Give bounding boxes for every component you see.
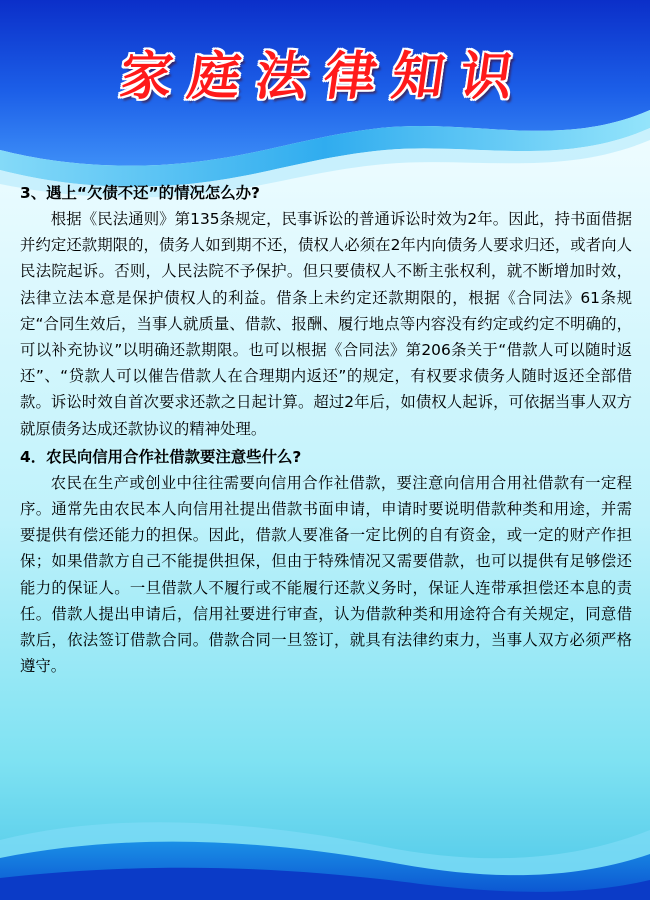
section-3-paragraph: 根据《民法通则》第135条规定，民事诉讼的普通诉讼时效为2年。因此，持书面借据并约定还款期限的，债务人如到期不还，债权人必须在2年内向债务人要求归还，或者向人民法院起诉。否则，人民法院不予保护。但只要债权人不断主张权利，就不断增加时效，法律立法本意是保护债权人的利益。借条上未约定还款期限的，根据《合同法》61条规定“合同生效后，当事人就质量、借款、报酬、履行地点等内容没有约定或约定不明确的，可以补充协议”以明确还款期限。也可以根据《合同法》第206条关于“借款人可以随时返还”、“贷款人可以催告借款人在合理期内返还”的规定，有权要求债务人随时返还全部借款。诉讼时效自首次要求还款之日起计算。超过2年后，如债权人起诉，可依据当事人双方就原债务达成还款协议的精神处理。 (20, 210, 632, 438)
footer-wave-graphic (0, 750, 650, 900)
page-title: 家庭法律知识 (115, 46, 533, 107)
footer-wave (0, 750, 650, 900)
article-body (20, 180, 632, 679)
section-4-heading: 4．农民向信用合作社借款要注意些什么? (20, 447, 302, 466)
section-4-paragraph: 农民在生产或创业中往往需要向信用合作社借款，要注意向信用合用社借款有一定程序。通常先由农民本人向信用社提出借款书面申请，申请时要说明借款种类和用途，并需要提供有偿还能力的担保。因此，借款人要准备一定比例的自有资金，或一定的财产作担保；如果借款方自己不能提供担保，但由于特殊情况又需要借款，也可以提供有足够偿还能力的保证人。一旦借款人不履行或不能履行还款义务时，保证人连带承担偿还本息的责任。借款人提出申请后，信用社要进行审查，认为借款种类和用途符合有关规定，同意借款后，依法签订借款合同。借款合同一旦签订，就具有法律约束力，当事人双方必须严格遵守。 (20, 473, 632, 676)
section-3-heading: 3、遇上“欠债不还”的情况怎么办? (20, 184, 260, 202)
